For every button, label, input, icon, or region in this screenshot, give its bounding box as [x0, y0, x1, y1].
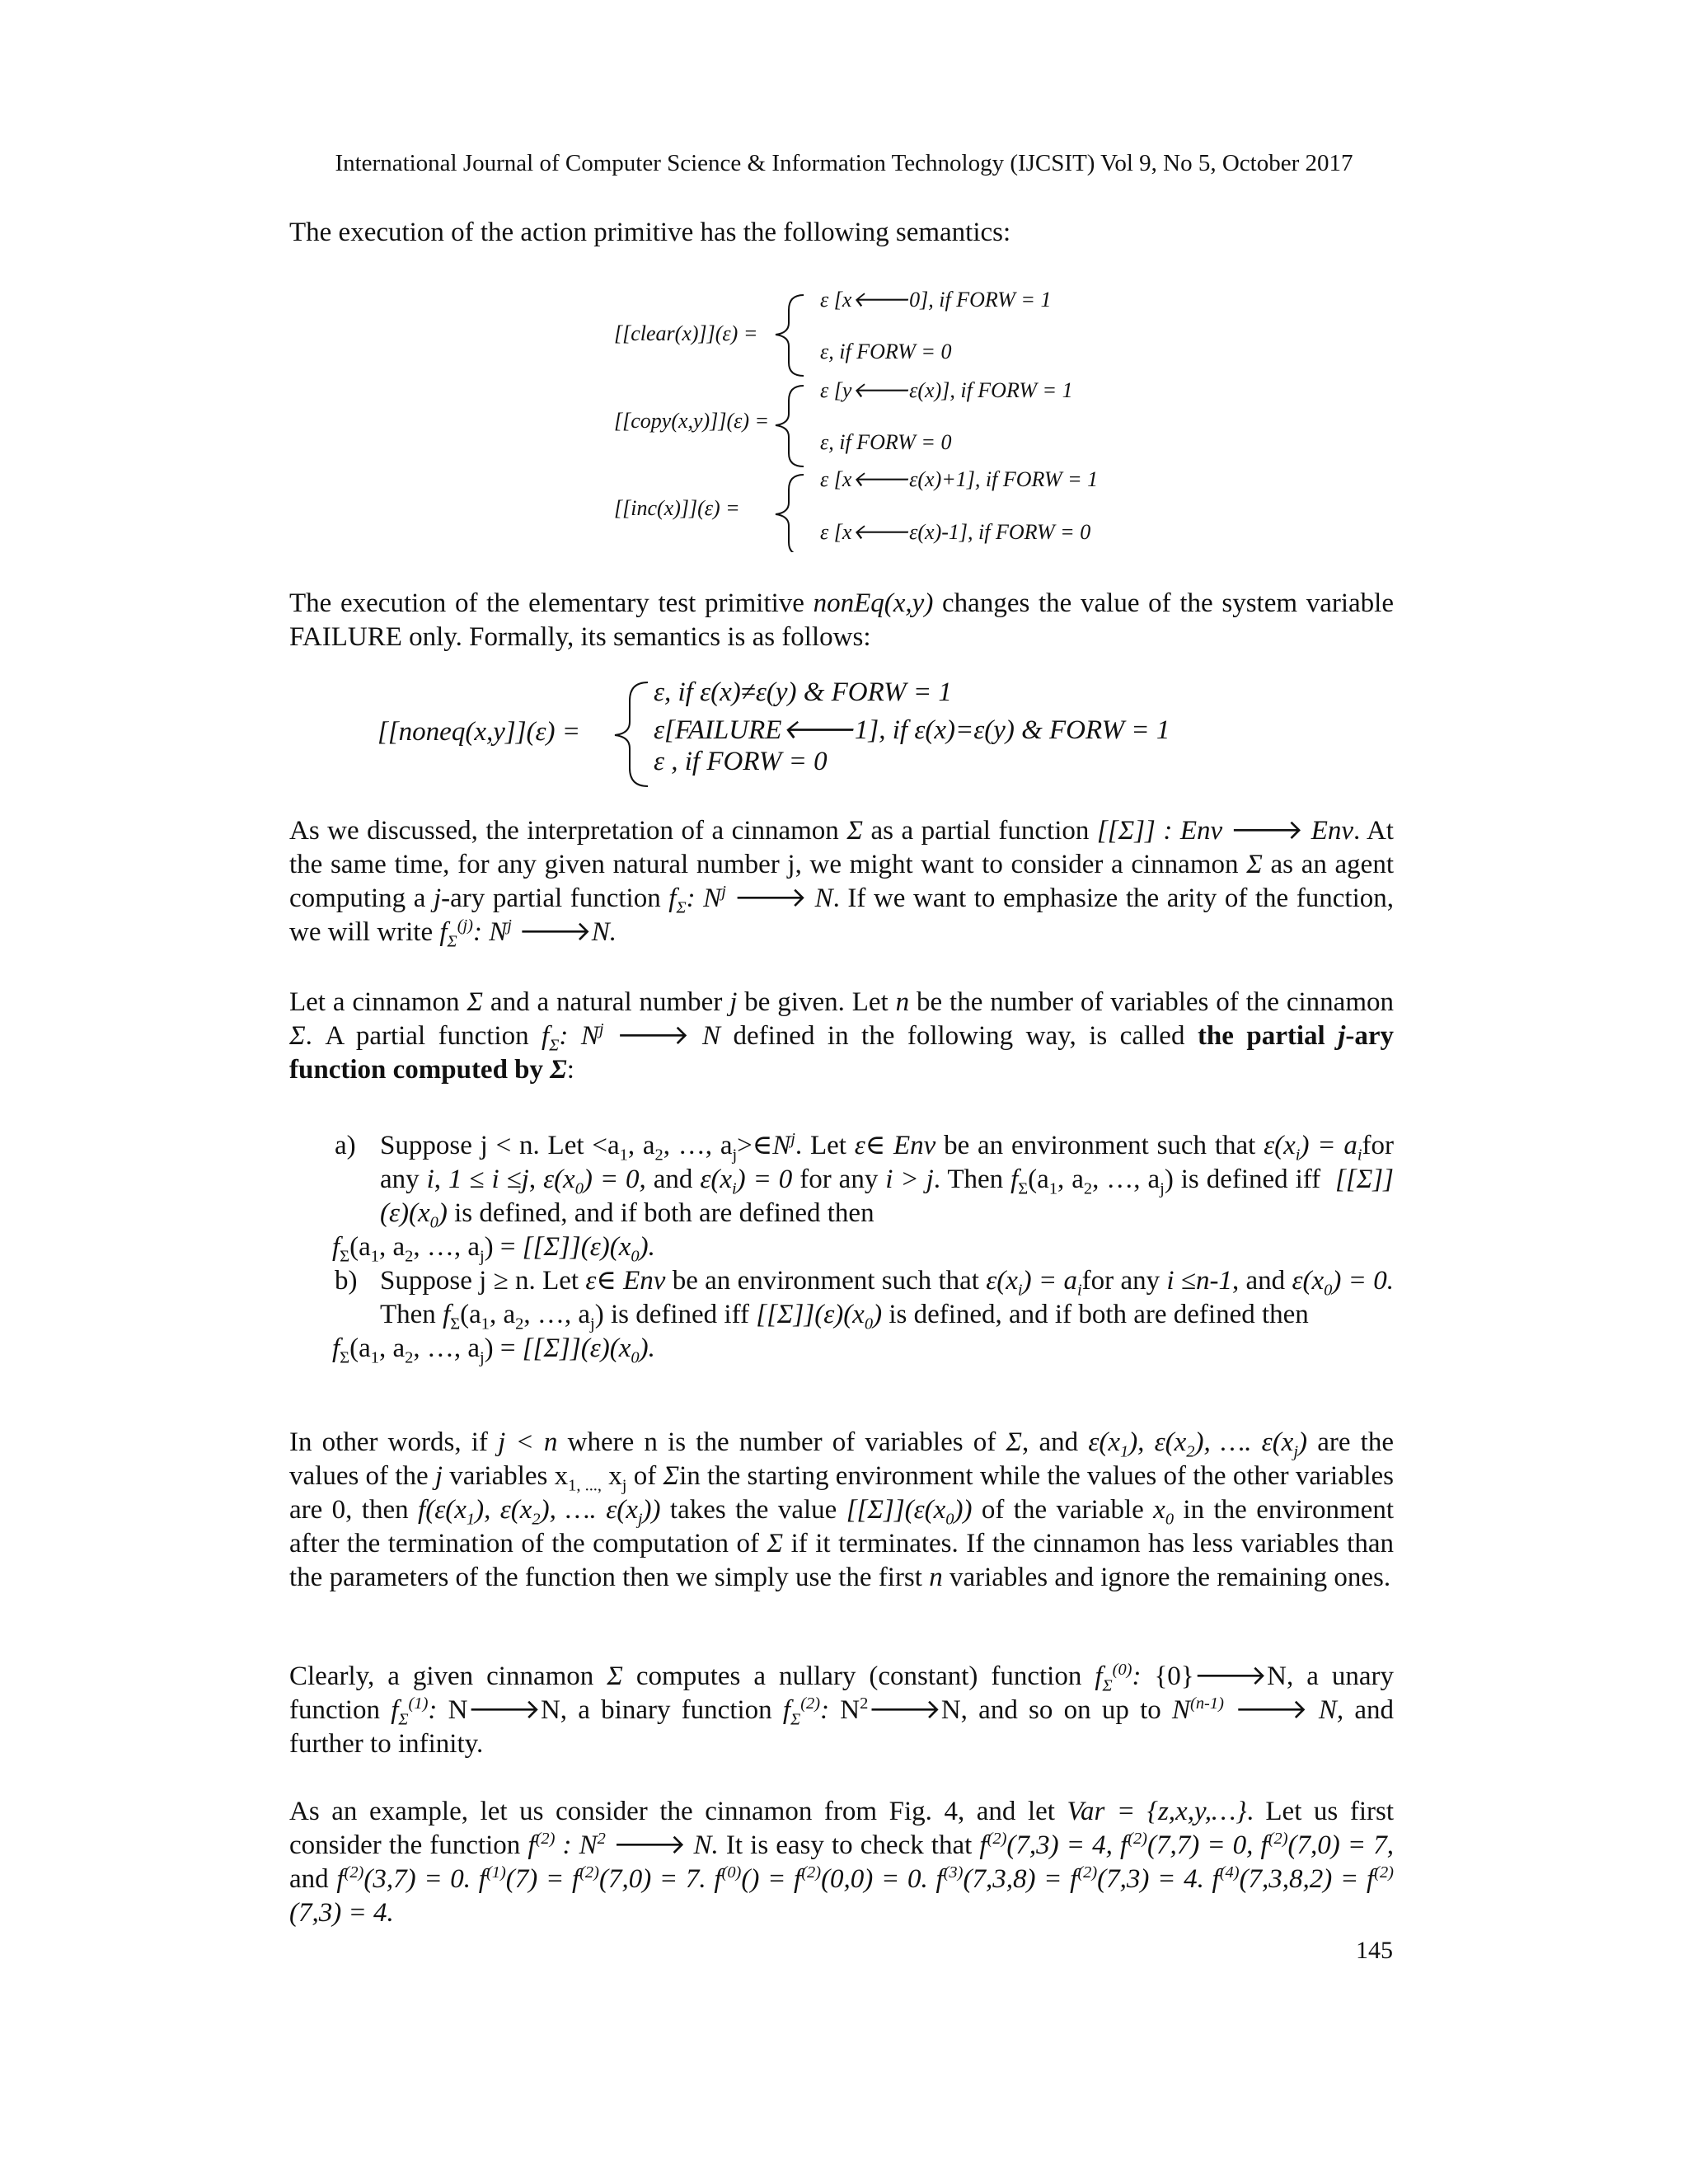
- clear-case-1: ε [x🡐0], if FORW = 1: [820, 288, 1052, 312]
- test-primitive-paragraph: The execution of the elementary test primitive nonEq(x,y) changes the value of the system variable FAILURE only. Formally, its semantics is as follows:: [289, 588, 1394, 652]
- interpretation-paragraph: As we discussed, the interpretation of a cinnamon Σ as a partial function [[Σ]] : Env 🡒 Env. At the same time, for any given natural number j, we might want to consider a cinnamon Σ as an agent computing a j-ary partial function $f_\Sigma$: $N^j$ 🡒 N. If we want to emphasize the arity of the function, we will write $f_\Sigma^{(j)}$: $N^j$ 🡒N.: [289, 816, 1395, 951]
- noneq-case-1: ε, if ε(x)≠ε(y) & FORW = 1: [654, 677, 952, 707]
- noneq-semantics-formula: [377, 676, 1202, 791]
- inc-case-2: ε [x🡐ε(x)-1], if FORW = 0: [820, 520, 1091, 544]
- page-number: 145: [1356, 1937, 1393, 1964]
- clear-case-2: ε, if FORW = 0: [820, 340, 952, 363]
- formula-line: $f_\Sigma(a_1$, $a_2$, …, $a_j) = [[\Sigma]](\varepsilon)(x_0)$.: [332, 1333, 655, 1367]
- example-paragraph: As an example, let us consider the cinnamon from Fig. 4, and let Var = {z,x,y,…}. Let us first consider the function $f^{(2)}$ : $N^2$ 🡒 N. It is easy to check that $f^{(2)}(7,3) = 4$, $f^{(2)}(7,7) = 0$, $f^{(2)}(7,0) = 7$, and $f^{(2)}(3,7) = 0$. $f^{(1)}(7) = f^{(2)}(7,0) = 7$. $f^{(0)}() = f^{(2)}(0,0) = 0$. $f^{(3)}(7,3,8) = f^{(2)}(7,3) = 4$. $f^{(4)}(7,3,8,2) = f^{(2)}(7,3) = 4$.: [289, 1797, 1394, 1928]
- copy-lhs: [[copy(x,y)]](ε) =: [614, 409, 770, 433]
- copy-case-2: ε, if FORW = 0: [820, 430, 952, 454]
- inc-lhs: [[inc(x)]](ε) =: [614, 496, 740, 520]
- journal-header: International Journal of Computer Science & Information Technology (IJCSIT) Vol 9, No 5, October 2017: [335, 150, 1353, 176]
- noneq-lhs: [[noneq(x,y]](ε) =: [377, 717, 581, 747]
- intro-paragraph: The execution of the action primitive has the following semantics:: [289, 218, 1011, 247]
- inc-case-1: ε [x🡐ε(x)+1], if FORW = 1: [820, 467, 1099, 491]
- brace-icon: [608, 676, 658, 791]
- list-item: b) Suppose j ≥ n. Let ε∈ Env be an environment such that $\varepsilon(x_i) = a_ifor$ any i ≤n-1, and $\varepsilon(x_0) = 0$. Then $f_\Sigma(a_1$, $a_2$, …, $a_j$) is defined iff $[[\Sigma]](\varepsilon)(x_0)$ is defined, and if both are defined then: [335, 1266, 1394, 1333]
- definition-cases-list: [289, 1129, 1394, 1366]
- in-other-words-paragraph: In other words, if j < n where n is the number of variables of Σ, and $\varepsilon(x_1)$, $\varepsilon(x_2)$, …. $\varepsilon(x_j)$ are the values of the j variables $x_{1, ...,}$ $x_j$ of Σin the starting environment while the values of the other variables are 0, then $f(\varepsilon(x_1)$, $\varepsilon(x_2)$, …. $\varepsilon(x_j)$) takes the value $[[\Sigma]](\varepsilon(x_0))$ of the variable $x_0$ in the environment after the termination of the computation of Σ if it terminates. If the cinnamon has less variables than the parameters of the function then we simply use the first n variables and ignore the remaining ones.: [289, 1427, 1394, 1592]
- noneq-case-3: ε , if FORW = 0: [654, 747, 828, 776]
- brace-group-icon: [771, 280, 820, 552]
- noneq-case-2: ε[FAILURE🡐1], if ε(x)=ε(y) & FORW = 1: [654, 715, 1170, 745]
- definition-paragraph: Let a cinnamon Σ and a natural number j be given. Let n be the number of variables of the cinnamon Σ. A partial function $f_\Sigma$: $N^j$ 🡒 N defined in the following way, is called the partial j-ary function computed by Σ:: [289, 987, 1395, 1085]
- action-semantics-figure: [610, 280, 1104, 552]
- list-item: a) Suppose j < n. Let $<a_1$, $a_2$, …, $a_j>\in N^j$. Let ε∈ Env be an environment such that $\varepsilon(x_i) = a_ifor$ any i, 1 ≤ i ≤j, $\varepsilon(x_0) = 0$, and $\varepsilon(x_i) = 0$ for any i > j. Then $f_\Sigma(a_1$, $a_2$, …, $a_j$) is defined iff $[[\Sigma]](\varepsilon)(x_0)$ is defined, and if both are defined then: [335, 1130, 1394, 1232]
- clearly-paragraph: Clearly, a given cinnamon Σ computes a nullary (constant) function $f_\Sigma^{(0)}$: {0}🡒N, a unary function $f_\Sigma^{(1)}$: N🡒N, a binary function $f_\Sigma^{(2)}$: $N^2🡒N$, and so on up to $N^{(n-1)}$ 🡒 N, and further to infinity.: [289, 1661, 1394, 1759]
- clear-lhs: [[clear(x)]](ε) =: [614, 321, 758, 345]
- formula-line: $f_\Sigma(a_1$, $a_2$, …, $a_j) = [[\Sigma]](\varepsilon)(x_0)$.: [332, 1232, 655, 1266]
- copy-case-1: ε [y🡐ε(x)], if FORW = 1: [820, 378, 1073, 402]
